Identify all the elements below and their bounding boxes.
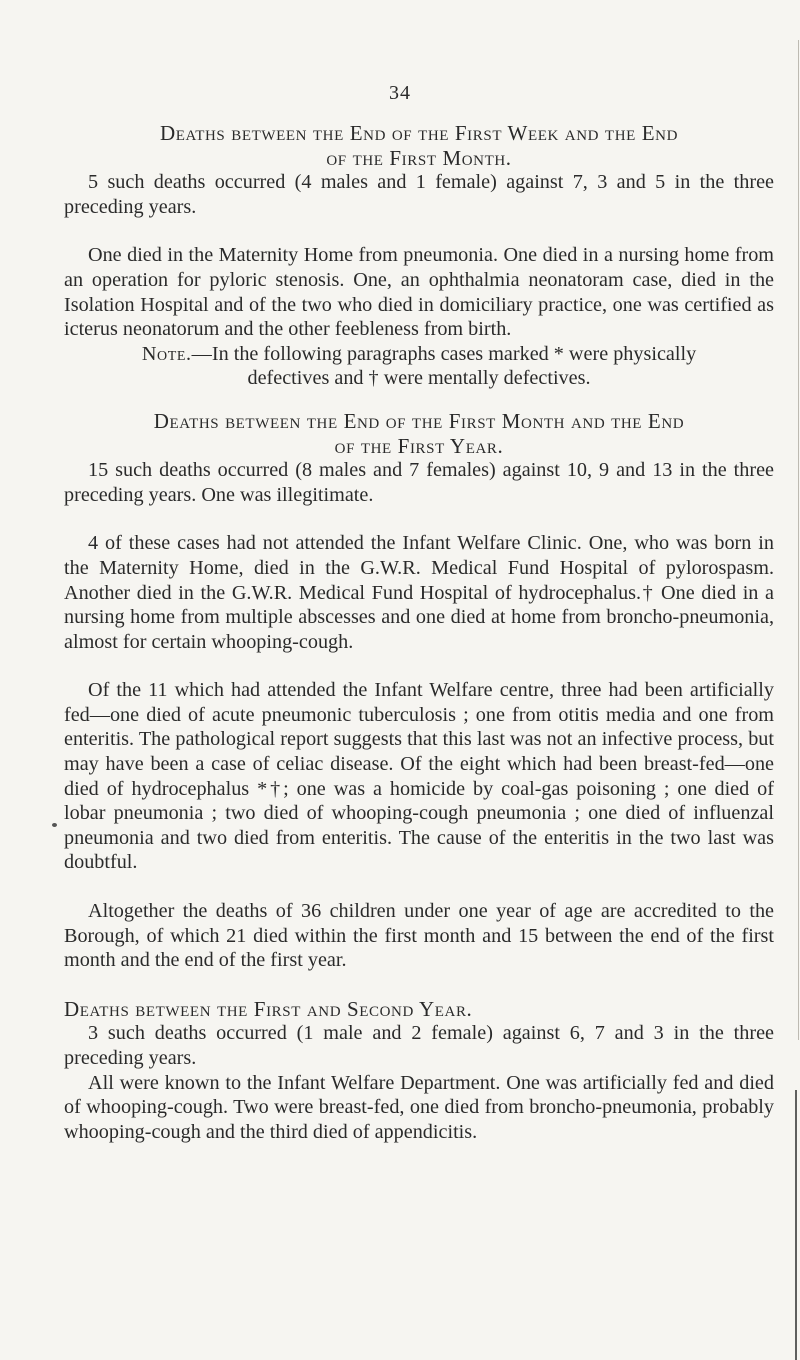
section-first-month-to-year <box>64 409 774 973</box>
page-content <box>64 121 774 1144</box>
page-edge-shadow <box>798 40 799 1040</box>
page-speck <box>52 823 57 827</box>
section-heading <box>64 121 774 170</box>
heading-line: of the First Year. <box>334 433 504 458</box>
paragraph: 5 such deaths occurred (4 males and 1 female) against 7, 3 and 5 in the three preceding years. <box>64 171 774 218</box>
paragraph: Of the 11 which had attended the Infant Welfare centre, three had been artificially fed—one died of acute pneumonic tuberculosis ; one from otitis media and one from enteritis. The pathological report suggests that this last was not an infective process, but may have been a case of celiac disease. Of the eight which had been breast-fed—one died of hydrocephalus *†; one was a homicide by coal-gas poisoning ; one died of lobar pneumonia ; two died of whooping-cough pneumonia ; one died of influenzal pneumonia and two died from enteritis. The cause of the enteritis in the two last was doubtful. <box>64 679 774 874</box>
note-text: —In the following paragraphs cases marked * were physically <box>191 342 697 365</box>
section-heading: Deaths between the First and Second Year. <box>64 996 473 1021</box>
section-first-week-to-month <box>64 121 774 342</box>
note-text: defectives and † were mentally defectives. <box>247 367 591 390</box>
page-number: 34 <box>389 82 411 104</box>
note-label: Note. <box>141 342 192 365</box>
paragraph: All were known to the Infant Welfare Department. One was artificially fed and died of whooping-cough. Two were breast-fed, one died from broncho-pneumonia, probably whooping-cough and the third died of appendicitis. <box>64 1071 774 1143</box>
heading-line: Deaths between the End of the First Month and the End <box>153 408 685 433</box>
page-edge-line <box>795 1090 797 1360</box>
heading-line: Deaths between the End of the First Week and the End <box>159 121 679 145</box>
paragraph: Altogether the deaths of 36 children under one year of age are accredited to the Borough, of which 21 died within the first month and 15 between the end of the first month and the end of the first year. <box>64 900 774 972</box>
paragraph: 3 such deaths occurred (1 male and 2 female) against 6, 7 and 3 in the three preceding years. <box>64 1022 774 1069</box>
section-heading <box>64 409 774 458</box>
note <box>64 342 774 391</box>
paragraph: 4 of these cases had not attended the Infant Welfare Clinic. One, who was born in the Maternity Home, died in the G.W.R. Medical Fund Hospital of pylorospasm. Another died in the G.W.R. Medical Fund Hospital of hydrocephalus.† One died in a nursing home from multiple abscesses and one died at home from broncho-pneumonia, almost for certain whooping-cough. <box>64 532 774 653</box>
paragraph: 15 such deaths occurred (8 males and 7 females) against 10, 9 and 13 in the three preceding years. One was illegitimate. <box>64 459 774 506</box>
heading-line: of the First Month. <box>326 145 512 170</box>
paragraph: One died in the Maternity Home from pneumonia. One died in a nursing home from an operation for pyloric stenosis. One, an ophthalmia neonatoram case, died in the Isolation Hospital and of the two who died in domiciliary practice, one was certified as icterus neonatorum and the other feebleness from birth. <box>64 244 774 341</box>
section-first-to-second-year <box>64 997 774 1145</box>
